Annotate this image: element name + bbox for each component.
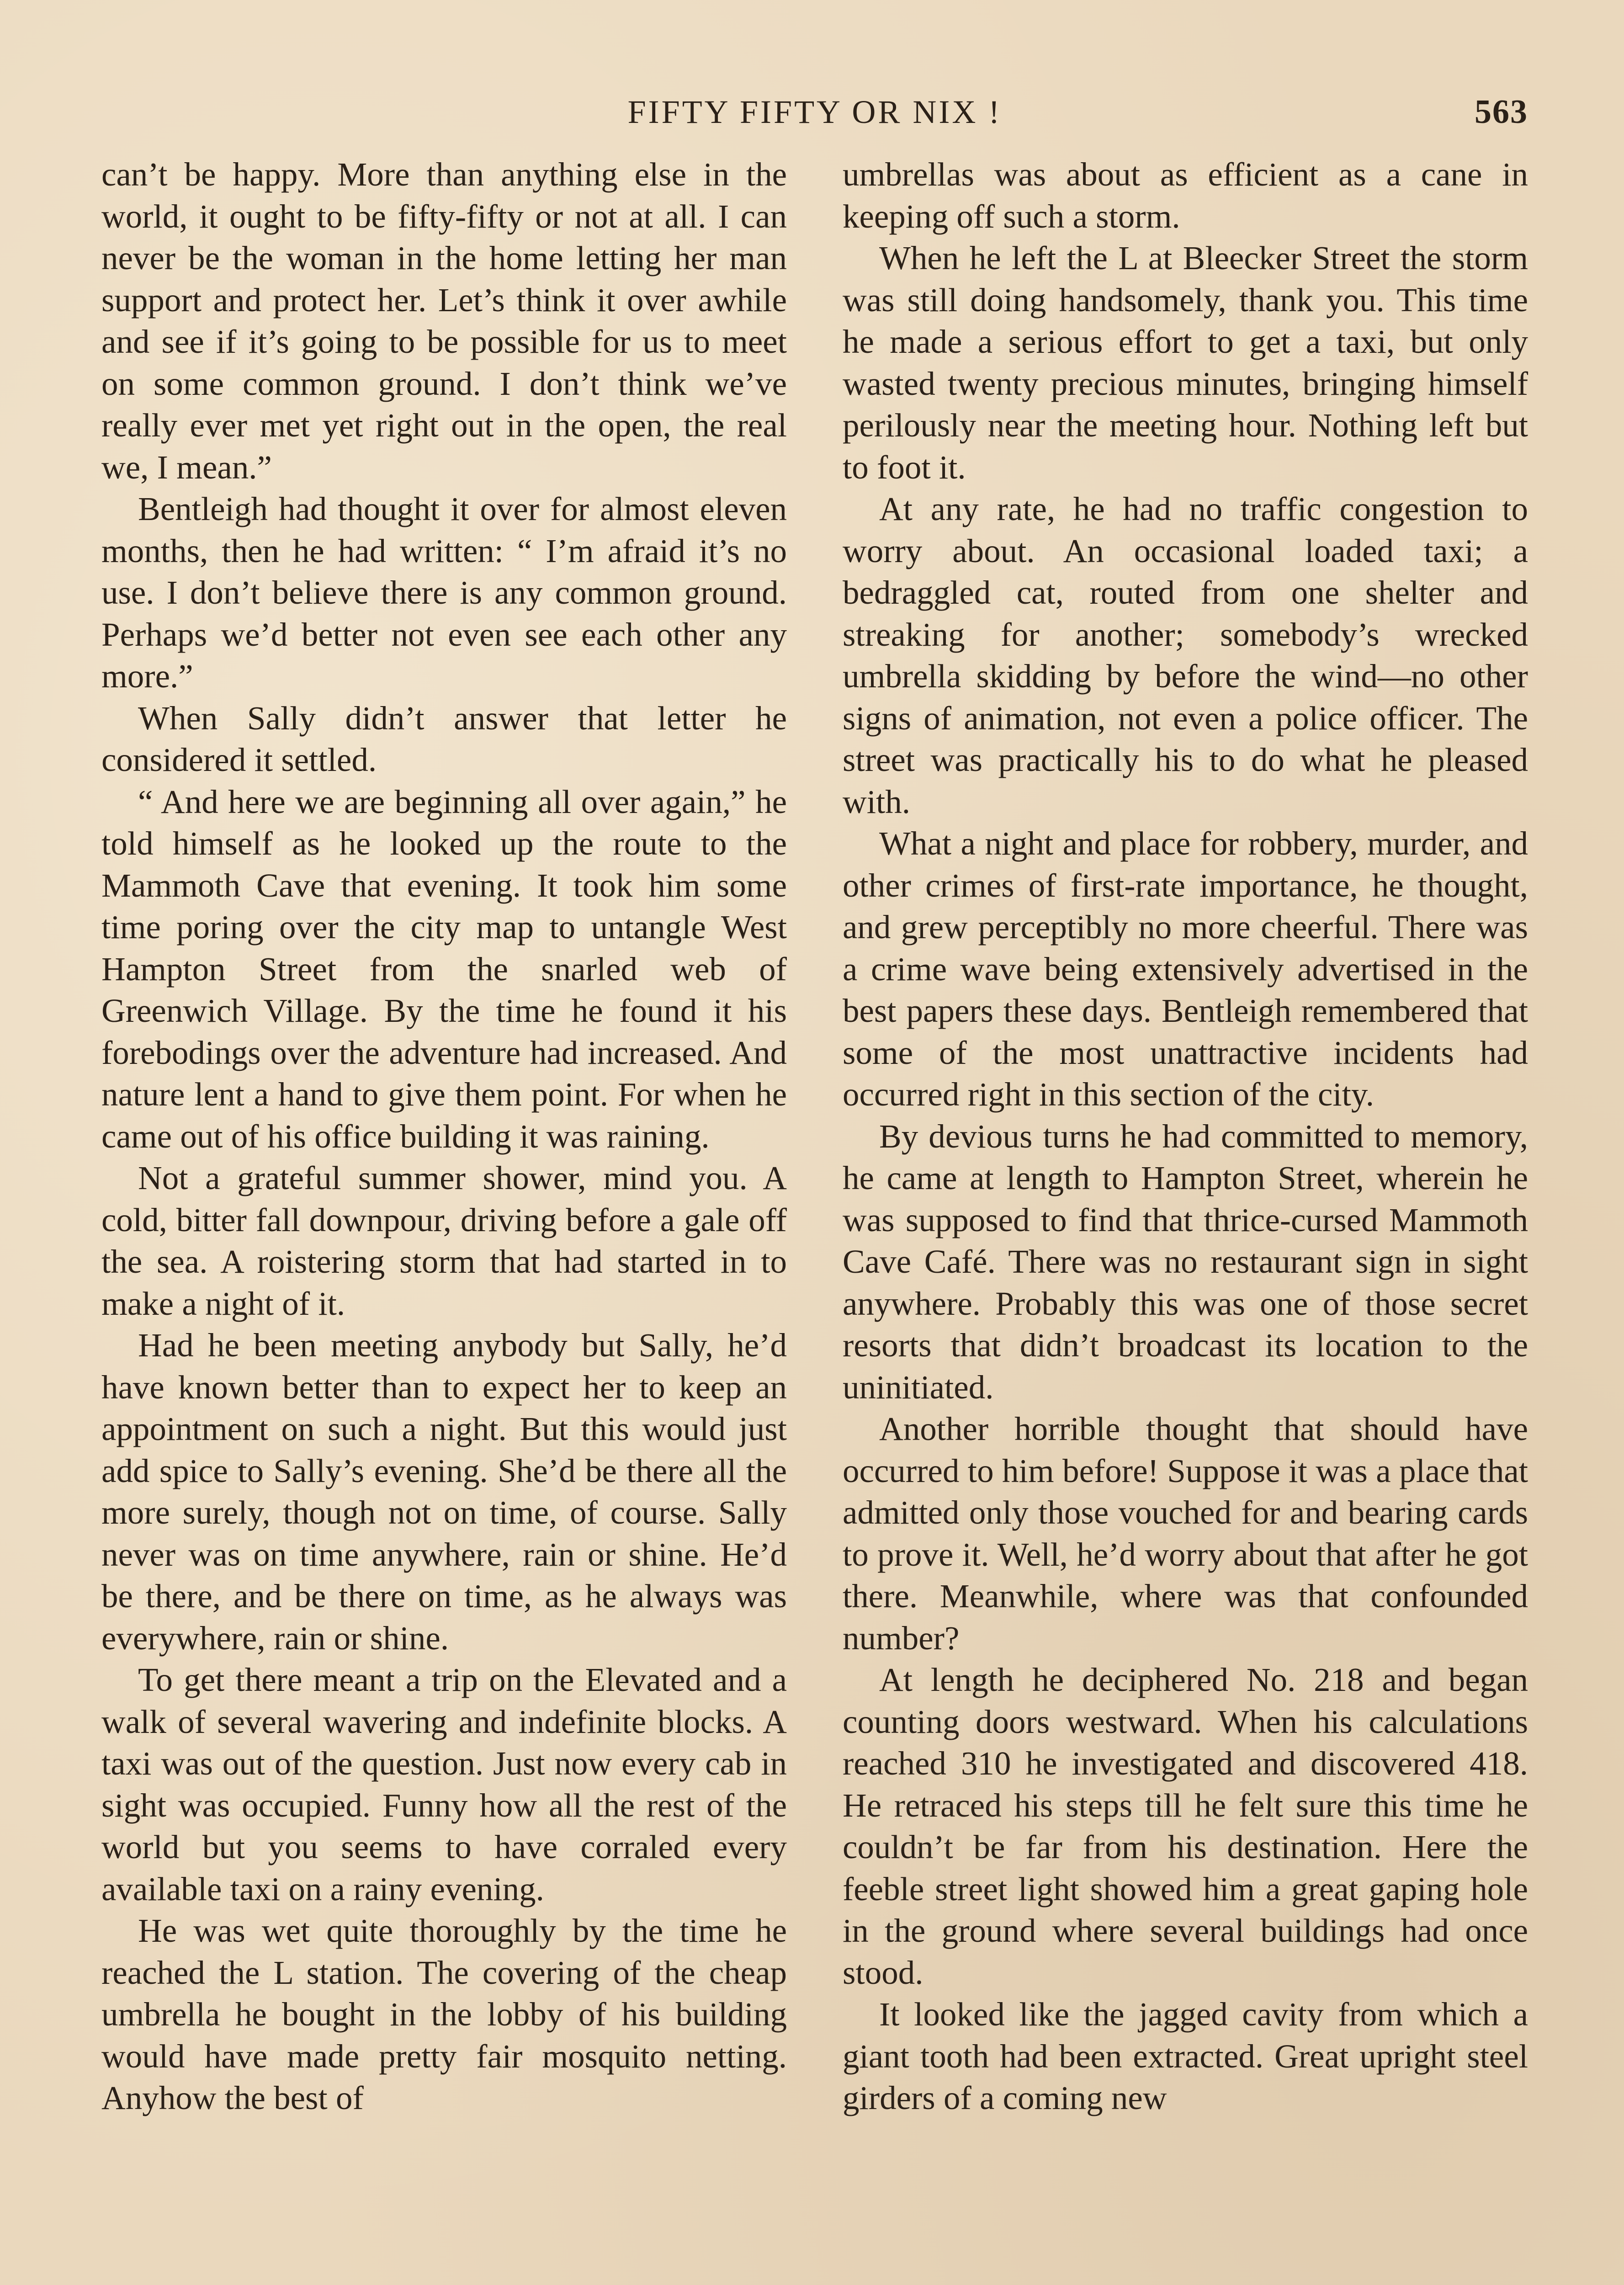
- text-columns: [101, 154, 1528, 2119]
- paragraph: At any rate, he had no traffic congestion to worry about. An occasional loaded taxi; a bedraggled cat, routed from one shelter and streaking for another; somebody’s wrecked umbrella skidding by before the wind—no other signs of animation, not even a police officer. The street was practically his to do what he pleased with.: [843, 490, 1528, 820]
- right-column: [843, 154, 1528, 2119]
- paragraph: “ And here we are beginning all over again,” he told himself as he looked up the route to the Mammoth Cave that evening. It took him some time poring over the city map to untangle West Hampton Street from the snarled web of Greenwich Village. By the time he found it his forebodings over the adventure had increased. And nature lent a hand to give them point. For when he came out of his office building it was raining.: [101, 783, 787, 1155]
- paragraph: He was wet quite thoroughly by the time he reached the L station. The covering of the cheap umbrella he bought in the lobby of his building would have made pretty fair mosquito netting. Anyhow the best of: [101, 1912, 787, 2116]
- left-column: [101, 154, 787, 2119]
- paragraph: Another horrible thought that should have occurred to him before! Suppose it was a place that admitted only those vouched for and bearing cards to prove it. Well, he’d worry about that after he got there. Meanwhile, where was that confounded number?: [843, 1410, 1528, 1657]
- paragraph: What a night and place for robbery, murder, and other crimes of first-rate importance, he thought, and grew perceptibly no more cheerful. There was a crime wave being extensively advertised in the best papers these days. Bentleigh remembered that some of the most unattractive incidents had occurred right in this section of the city.: [843, 825, 1528, 1113]
- paragraph: It looked like the jagged cavity from which a giant tooth had been extracted. Great upright steel girders of a coming new: [843, 1996, 1528, 2116]
- paragraph: To get there meant a trip on the Elevated and a walk of several wavering and indefinite blocks. A taxi was out of the question. Just now every cab in sight was occupied. Funny how all the rest of the world but you seems to have corraled every available taxi on a rainy evening.: [101, 1661, 787, 1908]
- story-title: FIFTY FIFTY OR NIX !: [627, 94, 1002, 130]
- paragraph: When Sally didn’t answer that letter he considered it settled.: [101, 699, 787, 778]
- paragraph: At length he deciphered No. 218 and began counting doors westward. When his calculations reached 310 he investigated and discovered 418. He retraced his steps till he felt sure this time he couldn’t be far from his destination. Here the feeble street light showed him a great gaping hole in the ground where several buildings had once stood.: [843, 1661, 1528, 1991]
- paragraph: By devious turns he had committed to memory, he came at length to Hampton Street, wherein he was supposed to find that thrice-cursed Mammoth Cave Café. There was no restaurant sign in sight anywhere. Probably this was one of those secret resorts that didn’t broadcast its location to the uninitiated.: [843, 1117, 1528, 1406]
- paragraph: can’t be happy. More than anything else in the world, it ought to be fifty-fifty or not at all. I can never be the woman in the home letting her man support and protect her. Let’s think it over awhile and see if it’s going to be possible for us to meet on some common ground. I don’t think we’ve really ever met yet right out in the open, the real we, I mean.”: [101, 156, 787, 486]
- paragraph: When he left the L at Bleecker Street the storm was still doing handsomely, thank you. This time he made a serious effort to get a taxi, but only wasted twenty precious minutes, bringing himself perilously near the meeting hour. Nothing left but to foot it.: [843, 239, 1528, 486]
- paragraph: Bentleigh had thought it over for almost eleven months, then he had written: “ I’m afraid it’s no use. I don’t believe there is any common ground. Perhaps we’d better not even see each other any more.”: [101, 490, 787, 695]
- paragraph: umbrellas was about as efficient as a cane in keeping off such a storm.: [843, 156, 1528, 235]
- running-header: [101, 87, 1528, 137]
- page-number: 563: [1475, 93, 1528, 131]
- paragraph: Not a grateful summer shower, mind you. A cold, bitter fall downpour, driving before a gale off the sea. A roistering storm that had started in to make a night of it.: [101, 1159, 787, 1322]
- paragraph: Had he been meeting anybody but Sally, he’d have known better than to expect her to keep an appointment on such a night. But this would just add spice to Sally’s evening. She’d be there all the more surely, though not on time, of course. Sally never was on time anywhere, rain or shine. He’d be there, and be there on time, as he always was everywhere, rain or shine.: [101, 1327, 787, 1657]
